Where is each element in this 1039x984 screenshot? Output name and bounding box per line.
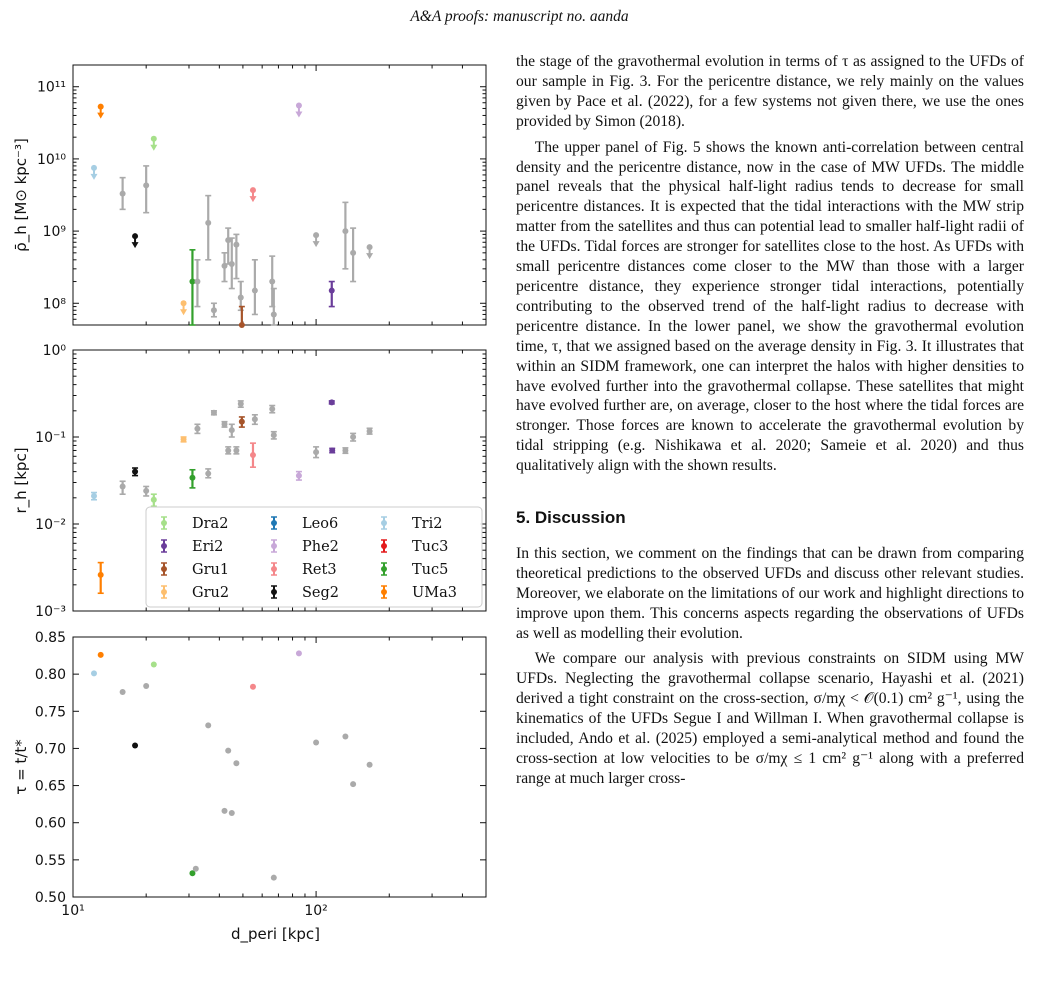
upper-limit-arrow — [97, 113, 104, 119]
upper-limit-arrow — [90, 174, 97, 180]
data-point — [194, 279, 200, 285]
legend-marker-dot — [271, 566, 277, 572]
legend-marker-dot — [161, 520, 167, 526]
paragraph: the stage of the gravothermal evolution in terms of τ as assigned to the UFDs of our sample in Fig. 3. For the pericentre distance, we rely mainly on the values given by Pace et al. (2022), for a few systems not given there, we use the ones provided by Simon (2018). — [516, 53, 1024, 130]
data-point — [222, 421, 228, 427]
data-point — [211, 410, 217, 416]
legend-label: Tuc3 — [412, 539, 449, 555]
data-point — [132, 469, 138, 475]
data-point — [350, 250, 356, 256]
legend-marker-dot — [271, 520, 277, 526]
data-point — [233, 242, 239, 248]
y-tick-label: 0.70 — [34, 741, 66, 758]
legend-marker-dot — [161, 589, 167, 595]
upper-limit-arrow — [295, 111, 302, 117]
data-point — [271, 311, 277, 317]
data-point — [329, 288, 335, 294]
data-point — [151, 661, 157, 667]
x-axis-label: d_peri [kpc] — [230, 925, 321, 943]
data-point — [189, 475, 195, 481]
data-point — [269, 279, 275, 285]
paragraph: We compare our analysis with previous constraints on SIDM using MW UFDs. Neglecting the gravothermal collapse scenario, Hayashi et al. (2021) derived a tight constraint on the cross-section, σ/mχ < 𝒪(0.1) cm² g⁻¹, using the kinematics of the UFDs Segue I and Willman I. When gravothermal collapse is included, Ando et al. (2025) employed a semi-analytical method and found the cross-section at low velocities to be σ/mχ ≤ 1 cm² g⁻¹ along with a preferred range at much larger cross- — [516, 650, 1024, 787]
data-point — [233, 447, 239, 453]
legend-label: Leo6 — [302, 516, 339, 532]
data-point — [239, 419, 245, 425]
plot-frame-tau — [73, 637, 486, 897]
data-point — [205, 471, 211, 477]
data-point — [269, 406, 275, 412]
legend-marker-dot — [271, 543, 277, 549]
y-tick-label: 10⁰ — [42, 343, 66, 359]
legend-label: Gru2 — [192, 585, 230, 601]
legend-label: Dra2 — [192, 516, 229, 532]
legend-marker-dot — [161, 566, 167, 572]
data-point — [222, 808, 228, 814]
data-point — [143, 488, 149, 494]
data-point — [120, 689, 126, 695]
legend-marker-dot — [381, 520, 387, 526]
y-tick-label: 10¹⁰ — [36, 151, 66, 168]
data-point — [151, 497, 157, 503]
legend-label: Seg2 — [302, 585, 340, 601]
data-point — [313, 449, 319, 455]
legend-label: Phe2 — [302, 539, 339, 555]
data-point — [181, 436, 187, 442]
data-point — [239, 322, 245, 328]
y-tick-label: 10⁻¹ — [35, 430, 66, 446]
data-point — [238, 401, 244, 407]
data-point — [143, 683, 149, 689]
y-tick-label: 0.55 — [34, 852, 66, 869]
y-tick-label: 0.65 — [34, 778, 66, 795]
data-point — [91, 670, 97, 676]
paragraph: The upper panel of Fig. 5 shows the known anti-correlation between central density and the pericentre distance, now in the case of MW UFDs. The middle panel reveals that the physical half-light radius tends to decrease for small pericentre distances. It is expected that the tidal interactions with the MW strip matter from the satellites and thus can potential lead to smaller half-light radii of the UFDs. Tidal forces are stronger for satellites close to the host. As UFDs with small pericentre distances come closer to the MW than those with a larger pericentre distance, they experience stronger tidal interactions, potentially contributing to the observed trend of the half-light radius to decrease with pericentre distance. In the lower panel, we show the gravothermal evolution time, τ, that we assigned based on the average density in Fig. 3. It illustrates that within an SIDM framework, one can interpret the halos with higher densities to have evolved further into the gravothermal collapse. These satellites that might have evolved further are, on average, closer to the host where the tidal forces are stronger. Those forces are known to accelerate the gravothermal evolution by tidal stripping (e.g. Nishikawa et al. 2020; Sameie et al. 2020) and thus qualitatively align with the shown results. — [516, 138, 1024, 475]
data-point — [229, 427, 235, 433]
data-point — [211, 307, 217, 313]
y-tick-label: 0.50 — [34, 890, 66, 906]
data-point — [233, 760, 239, 766]
x-tick-label: 10¹ — [61, 903, 85, 919]
y-tick-label: 10⁻² — [35, 517, 66, 533]
data-point — [271, 875, 277, 881]
data-point — [342, 734, 348, 740]
data-point — [252, 288, 258, 294]
data-point — [329, 447, 335, 453]
upper-limit-arrow — [150, 145, 157, 151]
legend-label: Ret3 — [302, 562, 337, 578]
y-tick-label: 0.85 — [34, 630, 66, 646]
y-tick-label: 0.60 — [34, 815, 66, 832]
data-point — [98, 572, 104, 578]
legend-marker-dot — [381, 566, 387, 572]
body-text-column — [516, 52, 1024, 789]
data-point — [225, 447, 231, 453]
paragraph: In this section, we comment on the findings that can be drawn from comparing theoretical predictions to the observed UFDs and discuss other relevant studies. Moreover, we elaborate on the limitations of our work and highlight directions to improve upon them. This concerns aspects regarding the observations of UFDs as well as modelling their evolution. — [516, 544, 1024, 642]
running-header: A&A proofs: manuscript no. aanda — [410, 8, 629, 25]
y-axis-label: ρ̄_h [M⊙ kpc⁻³] — [12, 138, 30, 252]
upper-limit-arrow — [249, 196, 256, 202]
data-point — [194, 426, 200, 432]
data-point — [205, 722, 211, 728]
data-point — [143, 182, 149, 188]
data-point — [120, 191, 126, 197]
data-point — [296, 473, 302, 479]
data-point — [205, 220, 211, 226]
data-point — [350, 434, 356, 440]
data-point — [120, 483, 126, 489]
data-point — [313, 739, 319, 745]
y-tick-label: 10⁹ — [42, 224, 66, 241]
data-point — [329, 399, 335, 405]
data-point — [91, 493, 97, 499]
legend-marker-dot — [381, 589, 387, 595]
y-axis-label: τ = t/t* — [12, 739, 30, 795]
upper-limit-arrow — [132, 242, 139, 248]
y-tick-label: 10⁻³ — [35, 604, 66, 620]
data-point — [367, 428, 373, 434]
x-tick-label: 10² — [304, 903, 328, 919]
data-point — [350, 781, 356, 787]
data-point — [229, 810, 235, 816]
legend-marker-dot — [271, 589, 277, 595]
data-point — [271, 432, 277, 438]
legend-label: UMa3 — [412, 585, 457, 601]
figure-5-chart — [0, 40, 500, 980]
legend-label: Eri2 — [192, 539, 224, 555]
y-tick-label: 10¹¹ — [36, 79, 66, 96]
legend-marker-dot — [161, 543, 167, 549]
data-point — [367, 762, 373, 768]
data-point — [193, 866, 199, 872]
legend-label: Gru1 — [192, 562, 230, 578]
figure-5 — [0, 40, 500, 980]
legend-label: Tuc5 — [412, 562, 449, 578]
data-point — [225, 748, 231, 754]
legend-label: Tri2 — [412, 516, 443, 532]
data-point — [250, 684, 256, 690]
y-tick-label: 0.80 — [34, 667, 66, 684]
data-point — [252, 416, 258, 422]
upper-limit-arrow — [313, 241, 320, 247]
data-point — [342, 447, 348, 453]
data-point — [132, 742, 138, 748]
data-point — [342, 228, 348, 234]
data-point — [296, 650, 302, 656]
data-point — [229, 261, 235, 267]
y-tick-label: 10⁸ — [42, 296, 66, 313]
data-point — [98, 652, 104, 658]
data-point — [238, 295, 244, 301]
upper-limit-arrow — [180, 309, 187, 315]
data-point — [250, 452, 256, 458]
plot-frame-density — [73, 65, 486, 325]
upper-limit-arrow — [366, 253, 373, 259]
legend-marker-dot — [381, 543, 387, 549]
y-axis-label: r_h [kpc] — [12, 447, 30, 514]
y-tick-label: 0.75 — [34, 704, 66, 721]
section-heading: 5. Discussion — [516, 508, 626, 528]
